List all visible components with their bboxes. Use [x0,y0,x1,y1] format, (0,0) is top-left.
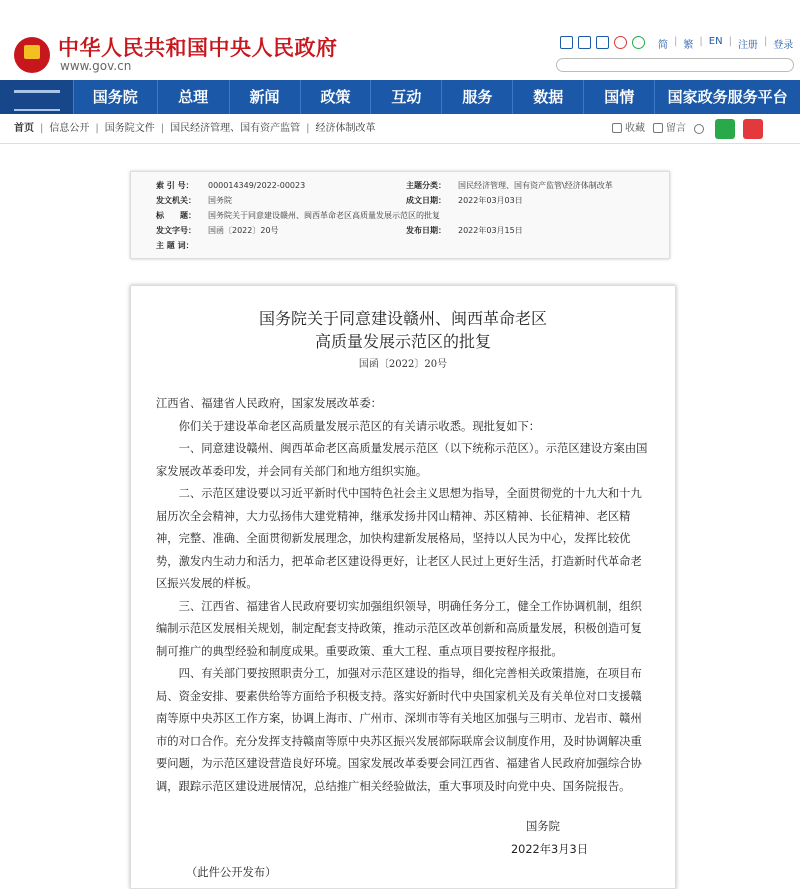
national-emblem-icon [14,37,50,73]
breadcrumb-trail [14,115,376,143]
main-nav [0,80,800,114]
mail-icon[interactable] [560,36,573,49]
link-register[interactable]: 注册 [737,40,758,51]
paragraph: 四、有关部门要按照职责分工，加强对示范区建设的指导，细化完善相关政策措施，在项目布局、资金安排、要素供给等方面给予积极支持。落实好新时代中央国家机关及有关单位对口支援赣南等原中央苏区工作方案，协调上海市、广州市、深圳市等有关地区加强与三明市、龙岩市、赣州市的对口合作。充分发挥支持赣南等原中央苏区振兴发展部际联席会议制度作用，及时协调解决重要问题，为示范区建设营造良好环境。国家发展改革委要会同江西省、福建省人民政府加强综合协调，跟踪示范区建设进展情况，总结推广相关经验做法，重大事项及时向党中央、国务院报告。 [156,667,642,793]
meta-row-title [156,210,440,222]
site-url: www.gov.cn [60,59,132,73]
breadcrumb-reform[interactable]: 经济体制改革 [315,123,376,134]
weibo-icon[interactable] [614,36,627,49]
breadcrumb-separator: | [40,123,44,134]
link-login[interactable]: 登录 [773,40,794,51]
breadcrumb [0,115,800,144]
meta-docno-value: 国函〔2022〕20号 [208,226,279,235]
site-header [0,0,800,78]
nav-item-national-info[interactable]: 国情 [583,80,654,114]
comment-label: 留言 [666,123,686,134]
favorite-button[interactable] [612,115,645,143]
meta-written-value: 2022年03月03日 [458,196,523,205]
nav-item-policy[interactable]: 政策 [300,80,371,114]
paragraph: 二、示范区建设要以习近平新时代中国特色社会主义思想为指导，全面贯彻党的十九大和十九届历次全会精神，大力弘扬伟大建党精神，继承发扬井冈山精神、苏区精神、长征精神、老区精神，完整、准确、全面贯彻新发展理念，加快构建新发展格局，坚持以人民为中心，发挥比较优势，激发内生动力和活力，把革命老区建设得更好，让老区人民过上更好生活，打造新时代革命老区振兴发展的样板。 [156,487,642,590]
document-number: 国函〔2022〕20号 [358,359,448,370]
meta-row-keywords [156,240,208,252]
search-input[interactable] [556,58,794,72]
mobile-icon[interactable] [596,36,609,49]
paragraph: 你们关于建设革命老区高质量发展示范区的有关请示收悉。现批复如下： [178,419,541,433]
top-icon-group [560,36,645,49]
meta-pubdate-label: 发布日期： [406,226,446,235]
meta-row-written-date [406,195,523,207]
site-title[interactable]: 中华人民共和国中央人民政府 [58,36,338,60]
page-tools [612,115,763,143]
nav-item-state-council[interactable]: 国务院 [73,80,157,114]
meta-written-label: 成文日期： [406,196,446,205]
breadcrumb-info-public[interactable]: 信息公开 [49,123,90,134]
meta-row-docno [156,225,279,237]
breadcrumb-home[interactable]: 首页 [14,123,34,134]
divider: | [763,36,768,47]
divider: | [699,36,703,47]
paragraph: 一、同意建设赣州、闽西革命老区高质量发展示范区（以下统称示范区）。示范区建设方案由国家发展改革委印发，并会同有关部门和地方组织实施。 [156,442,648,478]
top-links [658,36,793,51]
signature: 国务院 [526,820,560,833]
meta-issuer-value: 国务院 [208,196,232,205]
meta-index-label: 索 引 号： [156,181,194,190]
share-icon[interactable] [694,124,704,134]
nav-item-service[interactable]: 服务 [441,80,512,114]
comment-button[interactable] [653,115,686,143]
meta-title-value: 国务院关于同意建设赣州、闽西革命老区高质量发展示范区的批复 [208,211,440,220]
link-simplified[interactable]: 简 [658,40,668,51]
rss-icon[interactable] [578,36,591,49]
meta-pubdate-value: 2022年03月15日 [458,226,523,235]
publish-note: （此件公开发布） [186,866,277,879]
breadcrumb-state-council-docs[interactable]: 国务院文件 [104,123,155,134]
paragraph: 三、江西省、福建省人民政府要切实加强组织领导，明确任务分工，健全工作协调机制，组织编制示范区发展相关规划，制定配套支持政策，推动示范区改革创新和高质量发展，积极创造可复制可推广的典型经验和制度成果。重要政策、重大工程、重点项目要按程序报批。 [156,599,642,658]
meta-issuer-label: 发文机关： [156,196,196,205]
breadcrumb-separator: | [95,123,99,134]
meta-category-label: 主题分类： [406,181,446,190]
nav-item-premier[interactable]: 总理 [157,80,229,114]
breadcrumb-separator: | [306,123,310,134]
nav-item-data[interactable]: 数据 [512,80,583,114]
breadcrumb-separator: | [160,123,165,134]
document-title-line-2: 高质量发展示范区的批复 [314,332,491,351]
weibo-share-icon[interactable] [743,119,763,139]
nav-item-interaction[interactable]: 互动 [370,80,441,114]
document-title-line-1: 国务院关于同意建设赣州、闽西革命老区 [258,309,547,328]
meta-category-value: 国民经济管理、国有资产监管\经济体制改革 [458,181,613,190]
meta-docno-label: 发文字号： [156,226,196,235]
nav-item-news[interactable]: 新闻 [229,80,300,114]
breadcrumb-economy[interactable]: 国民经济管理、国有资产监管 [170,123,301,134]
favorite-label: 收藏 [625,123,645,134]
wechat-share-icon[interactable] [715,119,735,139]
comment-icon [653,123,663,133]
meta-title-label: 标 题： [156,211,196,220]
meta-row-pubdate [406,225,523,237]
star-icon [612,123,622,133]
document-body [130,285,676,889]
wechat-icon[interactable] [632,36,645,49]
nav-item-gov-service-platform[interactable]: 国家政务服务平台 [654,80,800,114]
tiananmen-logo-icon [0,80,73,114]
document-text [156,393,651,798]
meta-keywords-label: 主 题 词： [156,241,194,250]
link-traditional[interactable]: 繁 [683,40,694,51]
sign-date: 2022年3月3日 [511,843,589,856]
meta-row-category [406,180,613,192]
salutation: 江西省、福建省人民政府，国家发展改革委： [156,397,382,410]
document-metadata [130,171,670,259]
divider: | [674,36,678,47]
divider: | [728,36,732,47]
meta-row-issuer [156,195,232,207]
link-english[interactable]: EN [708,36,723,47]
meta-row-index [156,180,305,192]
meta-index-value: 000014349/2022-00023 [208,181,306,190]
